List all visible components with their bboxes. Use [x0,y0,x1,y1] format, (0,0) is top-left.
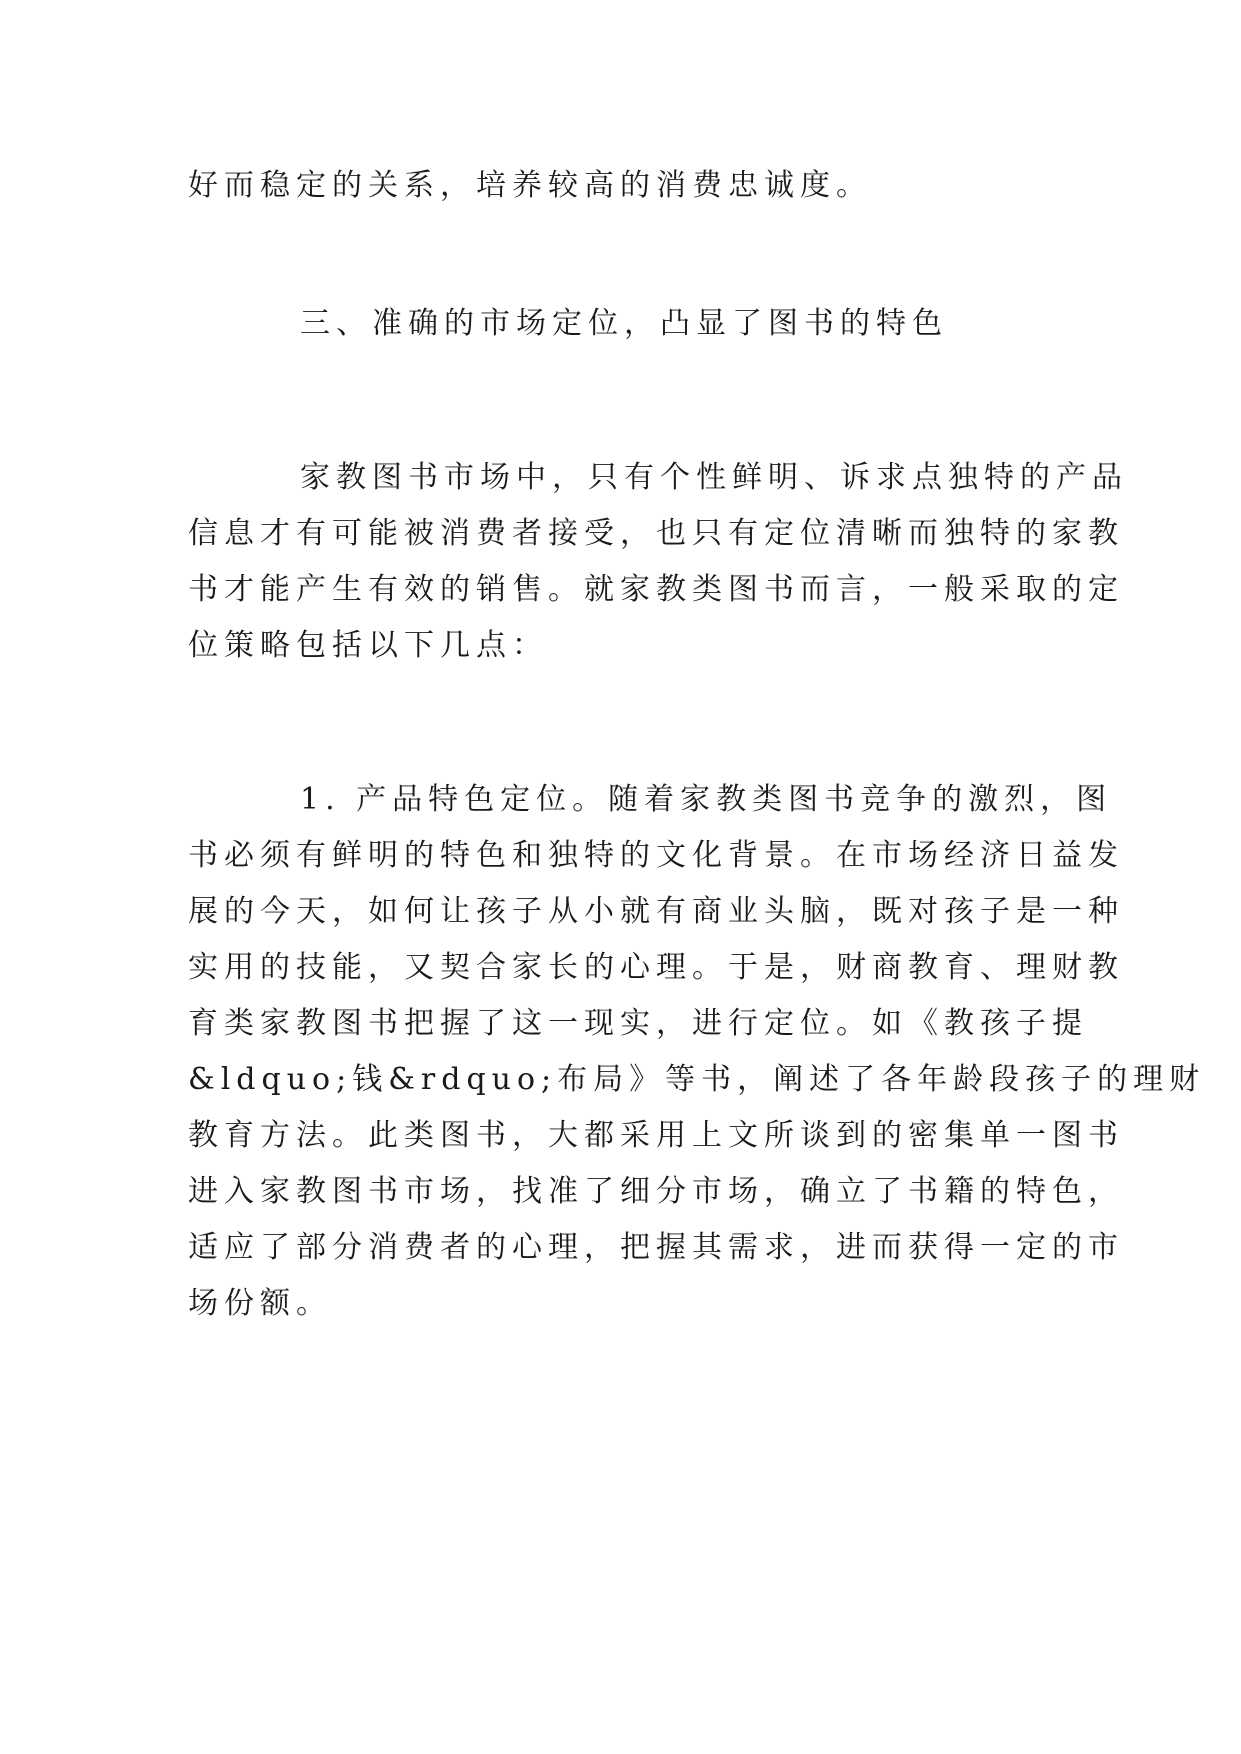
intro-text-line: 好而稳定的关系，培养较高的消费忠诚度。 [188,168,872,203]
paragraph1-line-1: 家教图书市场中，只有个性鲜明、诉求点独特的产品 [300,460,1128,495]
section-heading: 三、准确的市场定位，凸显了图书的特色 [300,306,948,341]
paragraph2-line-9: 适应了部分消费者的心理，把握其需求，进而获得一定的市 [188,1230,1124,1265]
paragraph2-line-4: 实用的技能，又契合家长的心理。于是，财商教育、理财教 [188,950,1124,985]
paragraph2-line-1: 1. 产品特色定位。随着家教类图书竞争的激烈，图 [300,782,1113,817]
paragraph1-line-2: 信息才有可能被消费者接受，也只有定位清晰而独特的家教 [188,516,1124,551]
paragraph1-line-3: 书才能产生有效的销售。就家教类图书而言，一般采取的定 [188,572,1124,607]
paragraph2-line-6: &ldquo;钱&rdquo;布局》等书，阐述了各年龄段孩子的理财 [188,1062,1206,1097]
paragraph2-line-5: 育类家教图书把握了这一现实，进行定位。如《教孩子提 [188,1006,1088,1041]
paragraph2-line-8: 进入家教图书市场，找准了细分市场，确立了书籍的特色， [188,1174,1124,1209]
paragraph2-line-2: 书必须有鲜明的特色和独特的文化背景。在市场经济日益发 [188,838,1124,873]
paragraph2-line-7: 教育方法。此类图书，大都采用上文所谈到的密集单一图书 [188,1118,1124,1153]
paragraph1-line-4: 位策略包括以下几点： [188,628,548,663]
paragraph2-line-10: 场份额。 [188,1286,332,1321]
paragraph2-line-3: 展的今天，如何让孩子从小就有商业头脑，既对孩子是一种 [188,894,1124,929]
